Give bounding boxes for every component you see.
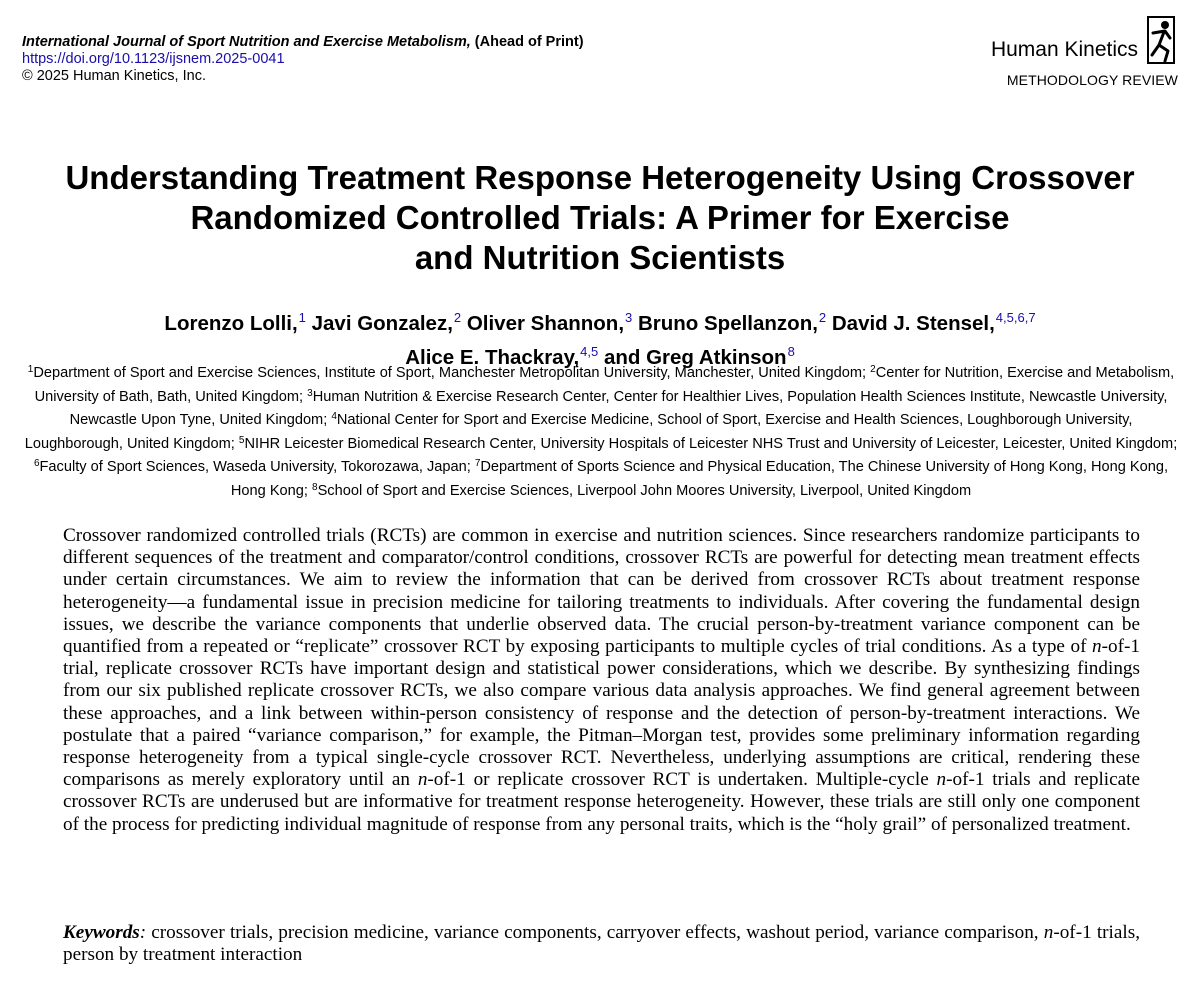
affiliation-ref[interactable]: 4,5 xyxy=(580,344,599,359)
abstract-text: Crossover randomized controlled trials (RCTs) are common in exercise and nutrition sciences. Since researchers randomize participants to different sequences of the treatment and comparator/control conditions, crossover RCTs are powerful for detecting mean treatment effects under certain circumstances. We aim to review the information that can be derived from crossover RCTs about treatment response heterogeneity—a fundamental issue in precision medicine for tailoring treatments to individuals. After covering the fundamental design issues, we describe the variance components that underlie observed data. The crucial person-by-treatment variance component can be quantified from a repeated or “replicate” crossover RCT by exposing participants to multiple cycles of trial conditions. As a type of xyxy=(63,525,1140,658)
affiliation-number: 5 xyxy=(238,434,245,446)
abstract-italic-n: n xyxy=(936,769,947,791)
author-name: Oliver Shannon, xyxy=(466,312,625,335)
article-title xyxy=(0,158,1200,278)
affiliations xyxy=(22,360,1180,502)
keywords-text: -of-1 trials, person by treatment interaction xyxy=(63,922,1140,966)
abstract xyxy=(63,525,1140,836)
author-name: David J. Stensel, xyxy=(831,312,995,335)
keywords-label: Keywords xyxy=(63,922,140,943)
publisher-name: Human Kinetics xyxy=(990,38,1138,61)
affiliation-ref[interactable]: 4,5,6,7 xyxy=(995,310,1036,325)
copyright: © 2025 Human Kinetics, Inc. xyxy=(22,68,206,84)
keywords xyxy=(63,922,1140,966)
article-type: METHODOLOGY REVIEW xyxy=(1006,72,1178,88)
author-name: Javi Gonzalez, xyxy=(311,312,453,335)
abstract-text: -of-1 trial, replicate crossover RCTs have important design and statistical power considerations, which we describe. By synthesizing findings from our six published replicate crossover RCTs, we also compare various data analysis approaches. We find general agreement between these approaches, and a link between within-person consistency of response and the detection of person-by-treatment interactions. We postulate that a paired “variance comparison,” for example, the Pitman–Morgan test, provides some preliminary information regarding response heterogeneity from a typical single-cycle crossover RCT. Nevertheless, underlying assumptions are critical, rendering these comparisons as merely exploratory until an xyxy=(63,636,1140,791)
journal-line xyxy=(22,34,584,51)
human-kinetics-logo-icon xyxy=(1144,14,1178,66)
keywords-italic-n: n xyxy=(1043,922,1054,943)
affiliation-text: Faculty of Sport Sciences, Waseda University, Tokorozawa, Japan; xyxy=(39,459,475,476)
title-line: Understanding Treatment Response Heterogeneity Using Crossover xyxy=(65,159,1135,196)
affiliation-number: 7 xyxy=(474,458,481,470)
abstract-italic-n: n xyxy=(1092,636,1102,658)
doi-link[interactable]: https://doi.org/10.1123/ijsnem.2025-0041 xyxy=(22,51,285,67)
affiliation-ref[interactable]: 8 xyxy=(787,344,795,359)
affiliation-text: Center for Nutrition, Exercise and Metabolism, University of Bath, Bath, United Kingdom; xyxy=(34,365,1175,405)
abstract-italic-n: n xyxy=(417,769,428,791)
affiliation-ref[interactable]: 1 xyxy=(298,310,306,325)
affiliation-text: National Center for Sport and Exercise Medicine, School of Sport, Exercise and Health Sciences, Loughborough University, Loughborough, United Kingdom; xyxy=(24,412,1133,452)
affiliation-text: Human Nutrition & Exercise Research Center, Center for Healthier Lives, Population Health Sciences Institute, Newcastle University, Newcastle Upon Tyne, United Kingdom; xyxy=(69,388,1168,429)
author-name: Alice E. Thackray, xyxy=(405,346,580,369)
abstract-text: -of-1 trials and replicate crossover RCTs are underused but are informative for treatment response heterogeneity. However, these trials are still only one component of the process for predicting individual magnitude of response from any personal traits, which is the “holy grail” of personalized treatment. xyxy=(63,769,1140,835)
affiliation-ref[interactable]: 2 xyxy=(818,310,827,325)
affiliation-ref[interactable]: 3 xyxy=(625,310,633,325)
affiliation-text: School of Sport and Exercise Sciences, Liverpool John Moores University, Liverpool, United Kingdom xyxy=(317,482,972,499)
author-line xyxy=(0,304,1200,338)
affiliation-number: 8 xyxy=(312,481,318,493)
affiliation-number: 6 xyxy=(33,458,40,470)
affiliation-ref[interactable]: 2 xyxy=(453,310,462,325)
affiliation-text: Department of Sport and Exercise Sciences, Institute of Sport, Manchester Metropolitan University, Manchester, United Kingdom; xyxy=(33,365,871,381)
affiliation-number: 3 xyxy=(307,387,313,399)
abstract-text: -of-1 or replicate crossover RCT is undertaken. Multiple-cycle xyxy=(427,769,937,791)
journal-name: International Journal of Sport Nutrition and Exercise Metabolism, xyxy=(22,34,471,50)
affiliation-number: 1 xyxy=(27,364,34,375)
author-name: and Greg Atkinson xyxy=(603,346,787,369)
title-line: Randomized Controlled Trials: A Primer for Exercise xyxy=(190,199,1010,236)
affiliation-number: 2 xyxy=(870,364,876,375)
keywords-text: crossover trials, precision medicine, variance components, carryover effects, washout period, variance comparison, xyxy=(151,922,1044,943)
affiliation-text: Department of Sports Science and Physical Education, The Chinese University of Hong Kong, Hong Kong, Hong Kong; xyxy=(230,459,1169,499)
title-line: and Nutrition Scientists xyxy=(414,239,786,276)
affiliation-text: NIHR Leicester Biomedical Research Center, University Hospitals of Leicester NHS Trust and University of Leicester, Leicester, United Kingdom; xyxy=(244,435,1178,452)
author-name: Bruno Spellanzon, xyxy=(637,312,818,335)
publication-status: (Ahead of Print) xyxy=(470,34,584,50)
journal-header xyxy=(22,34,584,85)
affiliation-number: 4 xyxy=(331,411,337,423)
keywords-separator: : xyxy=(139,922,152,943)
author-name: Lorenzo Lolli, xyxy=(164,312,298,335)
publisher-block xyxy=(991,14,1178,88)
